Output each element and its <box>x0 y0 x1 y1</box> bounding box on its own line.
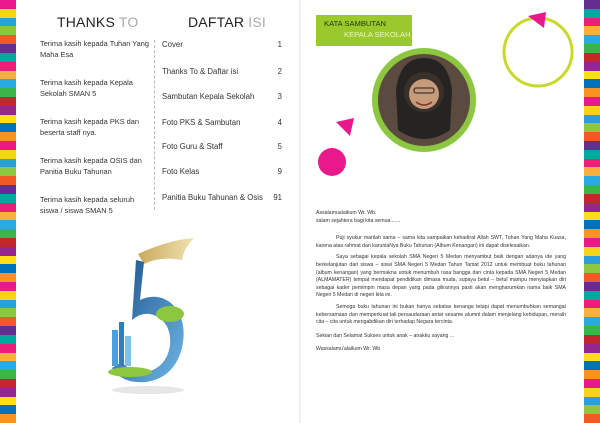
stripe-segment <box>0 220 16 229</box>
toc-page: 3 <box>277 92 282 101</box>
stripe-segment <box>584 238 600 247</box>
toc-label: Sambutan Kepala Sekolah <box>162 92 255 101</box>
stripe-segment <box>0 35 16 44</box>
stripe-segment <box>584 397 600 406</box>
stripe-segment <box>0 132 16 141</box>
letter-salam: salam sejahtera bagi kita semua ...... <box>316 217 401 224</box>
stripe-segment <box>0 273 16 282</box>
grass-icon <box>108 367 152 377</box>
thanks-item: Terima kasih kepada seluruh siswa / siswa SMAN 5 <box>40 195 135 215</box>
letter-greeting: Assalamualaikum Wr. Wb. <box>316 210 377 216</box>
kata-sambutan-label <box>316 15 412 46</box>
toc-label: Foto PKS & Sambutan <box>162 118 241 127</box>
stripe-segment <box>0 264 16 273</box>
yellow-ring <box>504 18 572 86</box>
stripe-segment <box>0 115 16 124</box>
stripe-segment <box>0 370 16 379</box>
daftar-heading-thin: ISI <box>248 14 266 30</box>
thanks-heading-thin: TO <box>118 14 139 30</box>
stripe-segment <box>0 247 16 256</box>
toc-page: 91 <box>273 193 282 202</box>
toc-label: Foto Guru & Staff <box>162 142 223 151</box>
stripe-segment <box>0 335 16 344</box>
shadow <box>112 386 184 394</box>
stripe-segment <box>0 106 16 115</box>
stripe-segment <box>584 317 600 326</box>
stripe-segment <box>0 238 16 247</box>
stripe-segment <box>0 194 16 203</box>
stripe-segment <box>0 361 16 370</box>
toc-page: 2 <box>277 67 282 76</box>
stripe-segment <box>0 405 16 414</box>
stripe-segment <box>0 308 16 317</box>
letter-paragraph: Semoga buku tahunan ini bukan hanya sebatas kenanga tetapi dapat menumbuhkan semangat kebersamaan dan memperkuat tali persaudaraan antar sesame alumni dalam menjelang kehidupan, meraih cita – cita untuk mengabdikan diri terhadap Negara tercinta. <box>316 303 566 326</box>
number-five-illustration <box>98 230 198 400</box>
kepala-sekolah-subtitle: KEPALA SEKOLAH <box>344 30 411 39</box>
building-icon <box>112 330 118 366</box>
stripe-segment <box>0 62 16 71</box>
stripe-segment <box>584 414 600 423</box>
stripe-segment <box>0 123 16 132</box>
stripe-segment <box>584 379 600 388</box>
toc-label: Cover <box>162 40 183 49</box>
toc-label: Thanks To & Daftar isi <box>162 67 239 76</box>
thanks-heading-bold: THANKS <box>57 14 115 30</box>
pink-diamond <box>336 118 354 136</box>
left-stripe-border <box>0 0 16 423</box>
stripe-segment <box>0 159 16 168</box>
toc-page: 4 <box>277 118 282 127</box>
daftar-isi-heading <box>188 14 266 30</box>
building-icon <box>119 322 124 366</box>
building-icon <box>125 336 131 366</box>
stripe-segment <box>584 370 600 379</box>
stripe-segment <box>584 203 600 212</box>
stripe-segment <box>0 141 16 150</box>
thanks-item: Terima kasih kepada Tuhan Yang Maha Esa <box>40 39 150 59</box>
toc-page: 9 <box>277 167 282 176</box>
letter-salam-end: Wassalamu'alaikum Wr. Wb <box>316 346 381 353</box>
stripe-segment <box>584 256 600 265</box>
letter-closing: Sekian dan Selamat Sukses untuk anak – anakku sayang ... <box>316 332 455 339</box>
stripe-segment <box>0 397 16 406</box>
stripe-segment <box>584 405 600 414</box>
stripe-segment <box>584 335 600 344</box>
stripe-segment <box>584 300 600 309</box>
stripe-segment <box>0 150 16 159</box>
stripe-segment <box>0 79 16 88</box>
sambutan-letter <box>316 210 566 358</box>
stripe-segment <box>0 344 16 353</box>
pink-circle <box>318 148 346 176</box>
letter-paragraph: Puji syukur marilah sama – sama kita sampaikan kehadirat Allah SWT, Tuhan Yang Maha Kuasa, karena atas rahmat dan karuniaNya Buku Tahunan (Album Kenangan) ini dapat diselesaikan. <box>316 235 566 249</box>
tree-icon <box>156 306 184 322</box>
stripe-segment <box>0 353 16 362</box>
stripe-segment <box>584 353 600 362</box>
toc-row <box>162 193 282 202</box>
thanks-to-heading <box>57 14 138 30</box>
gold-ribbon <box>138 238 194 264</box>
thanks-item: Terima kasih kepada Kepala Sekolah SMAN 5 <box>40 78 133 98</box>
stripe-segment <box>584 326 600 335</box>
stripe-segment <box>584 220 600 229</box>
thanks-list <box>40 38 152 233</box>
stripe-segment <box>584 344 600 353</box>
stripe-segment <box>0 229 16 238</box>
toc-row <box>162 92 282 101</box>
toc-row <box>162 67 282 76</box>
toc-divider <box>154 40 155 210</box>
stripe-segment <box>0 326 16 335</box>
stripe-segment <box>584 212 600 221</box>
stripe-segment <box>0 256 16 265</box>
stripe-segment <box>0 379 16 388</box>
stripe-segment <box>0 53 16 62</box>
stripe-segment <box>584 308 600 317</box>
letter-paragraph: Saya sebagai kepala sekolah SMA Negeri 5 Medan menyambut baik dengan adanya ide yang berkelanjutan dari siswa – siswi SMA Negeri 5 Medan Tahun Tamat 2012 untuk membuat buku tahunan (album kenangan) yang bermakna untuk menumbuh rasa bangga dan cinta kepada SMA Negeri 5 Medan (ALMAMATER) tempat mendapat pendidikan dimasa muda, supaya betul – betul mampu menyiapkan diri sebagai kader pemimpin masa depan yang pada gilirannya pasti akan mengharumkan nama baik SMA Negeri 5 Medan di negeri kita ini. <box>316 254 566 299</box>
stripe-segment <box>584 229 600 238</box>
stripe-segment <box>584 264 600 273</box>
thanks-item: Terima kasih kepada PKS dan beserta staff nya. <box>40 117 140 137</box>
toc-row <box>162 118 282 127</box>
toc-label: Foto Kelas <box>162 167 200 176</box>
stripe-segment <box>0 97 16 106</box>
stripe-segment <box>0 388 16 397</box>
stripe-segment <box>0 18 16 27</box>
stripe-segment <box>0 300 16 309</box>
toc-row <box>162 40 282 49</box>
stripe-segment <box>0 0 16 9</box>
stripe-segment <box>584 388 600 397</box>
stripe-segment <box>0 9 16 18</box>
stripe-segment <box>0 176 16 185</box>
stripe-segment <box>0 212 16 221</box>
toc-page: 5 <box>277 142 282 151</box>
stripe-segment <box>584 282 600 291</box>
stripe-segment <box>0 167 16 176</box>
stripe-segment <box>0 26 16 35</box>
toc-label: Panitia Buku Tahunan & Osis <box>162 193 263 202</box>
toc-row <box>162 167 282 176</box>
thanks-item: Terima kasih kepada OSIS dan Panitia Buku Tahunan <box>40 156 142 176</box>
stripe-segment <box>0 185 16 194</box>
stripe-segment <box>584 361 600 370</box>
stripe-segment <box>0 203 16 212</box>
stripe-segment <box>584 247 600 256</box>
stripe-segment <box>0 44 16 53</box>
stripe-segment <box>0 282 16 291</box>
toc-page: 1 <box>277 40 282 49</box>
kata-sambutan-title: KATA SAMBUTAN <box>324 19 387 28</box>
toc-row <box>162 142 282 151</box>
stripe-segment <box>0 88 16 97</box>
stripe-segment <box>584 291 600 300</box>
daftar-heading-bold: DAFTAR <box>188 14 245 30</box>
stripe-segment <box>0 317 16 326</box>
stripe-segment <box>0 414 16 423</box>
stripe-segment <box>0 71 16 80</box>
stripe-segment <box>0 291 16 300</box>
stripe-segment <box>584 273 600 282</box>
